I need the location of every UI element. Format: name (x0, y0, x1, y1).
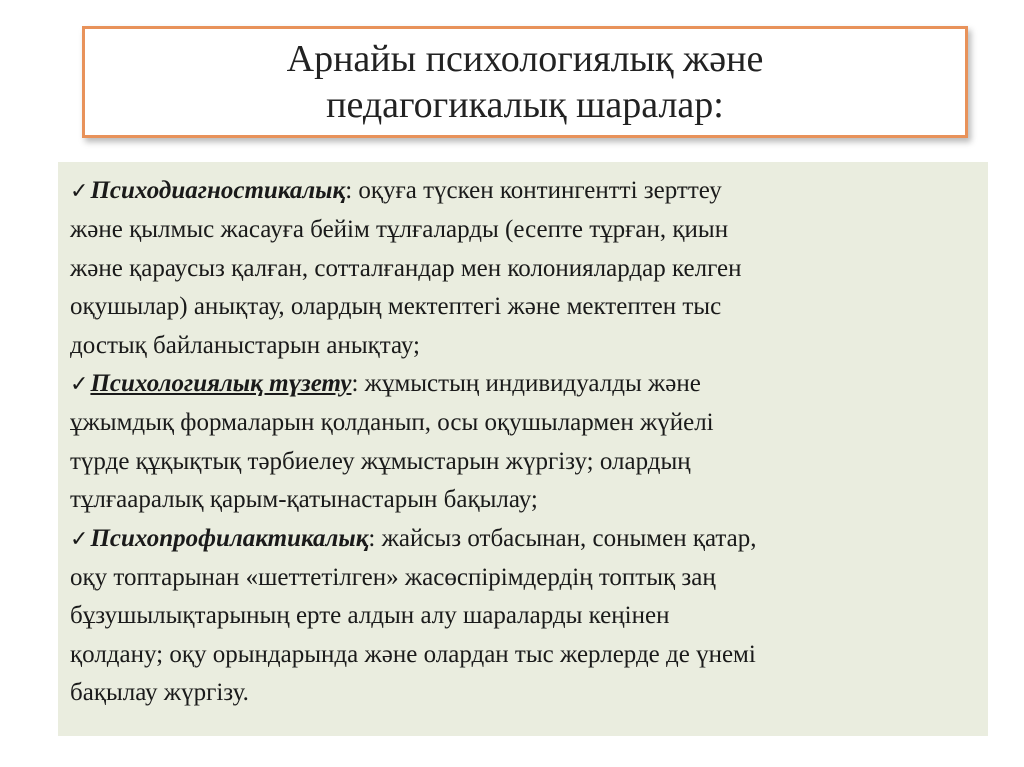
item-2-lead: Психологиялық түзету (90, 370, 352, 398)
item-3-line: бақылау жүргізу. (70, 679, 249, 707)
item-1-line: достық байланыстарын анықтау; (70, 331, 420, 359)
content-box (58, 162, 988, 736)
item-2-line: ұжымдық формаларын қолданып, осы оқушылармен жүйелі (70, 409, 714, 437)
item-3-first-line (70, 520, 974, 559)
title-line-1: Арнайы психологиялық және (286, 38, 764, 80)
item-1-line: және қылмыс жасауға бейім тұлғаларды (есепте тұрған, қиын (70, 216, 729, 244)
item-2-first-line (70, 365, 974, 404)
item-1-line: оқушылар) анықтау, олардың мектептегі және мектептен тыс (70, 293, 722, 321)
checkmark-icon: ✓ (70, 526, 89, 552)
item-3-line: қолдану; оқу орындарында және олардан тыс жерлерде де үнемі (70, 640, 756, 668)
item-3-line: оқу топтарынан «шеттетілген» жасөспірімдердің топтық заң (70, 564, 716, 592)
item-1-first-line (70, 172, 974, 211)
item-1-line: және қараусыз қалған, сотталғандар мен колониялардар келген (70, 254, 742, 282)
checkmark-icon: ✓ (70, 372, 89, 398)
item-2-line: тұлғааралық қарым-қатынастарын бақылау; (70, 486, 538, 514)
title-line-2: педагогикалық шаралар: (326, 84, 724, 126)
item-3-text: : жайсыз отбасынан, сонымен қатар, (368, 524, 757, 552)
item-2-text: : жұмыстың индивидуалды және (351, 370, 701, 398)
item-3-line: бұзушылықтарының ерте алдын алу шараларды кеңінен (70, 602, 670, 630)
item-3-lead: Психопрофилактикалық (90, 524, 369, 552)
item-1-lead: Психодиагностикалық (90, 177, 346, 204)
checkmark-icon: ✓ (70, 179, 89, 204)
item-2-line: түрде құқықтық тәрбиелеу жұмыстарын жүргізу; олардың (70, 447, 691, 475)
item-1-text: : оқуға түскен контингентті зерттеу (345, 177, 722, 204)
title-box (82, 26, 968, 138)
